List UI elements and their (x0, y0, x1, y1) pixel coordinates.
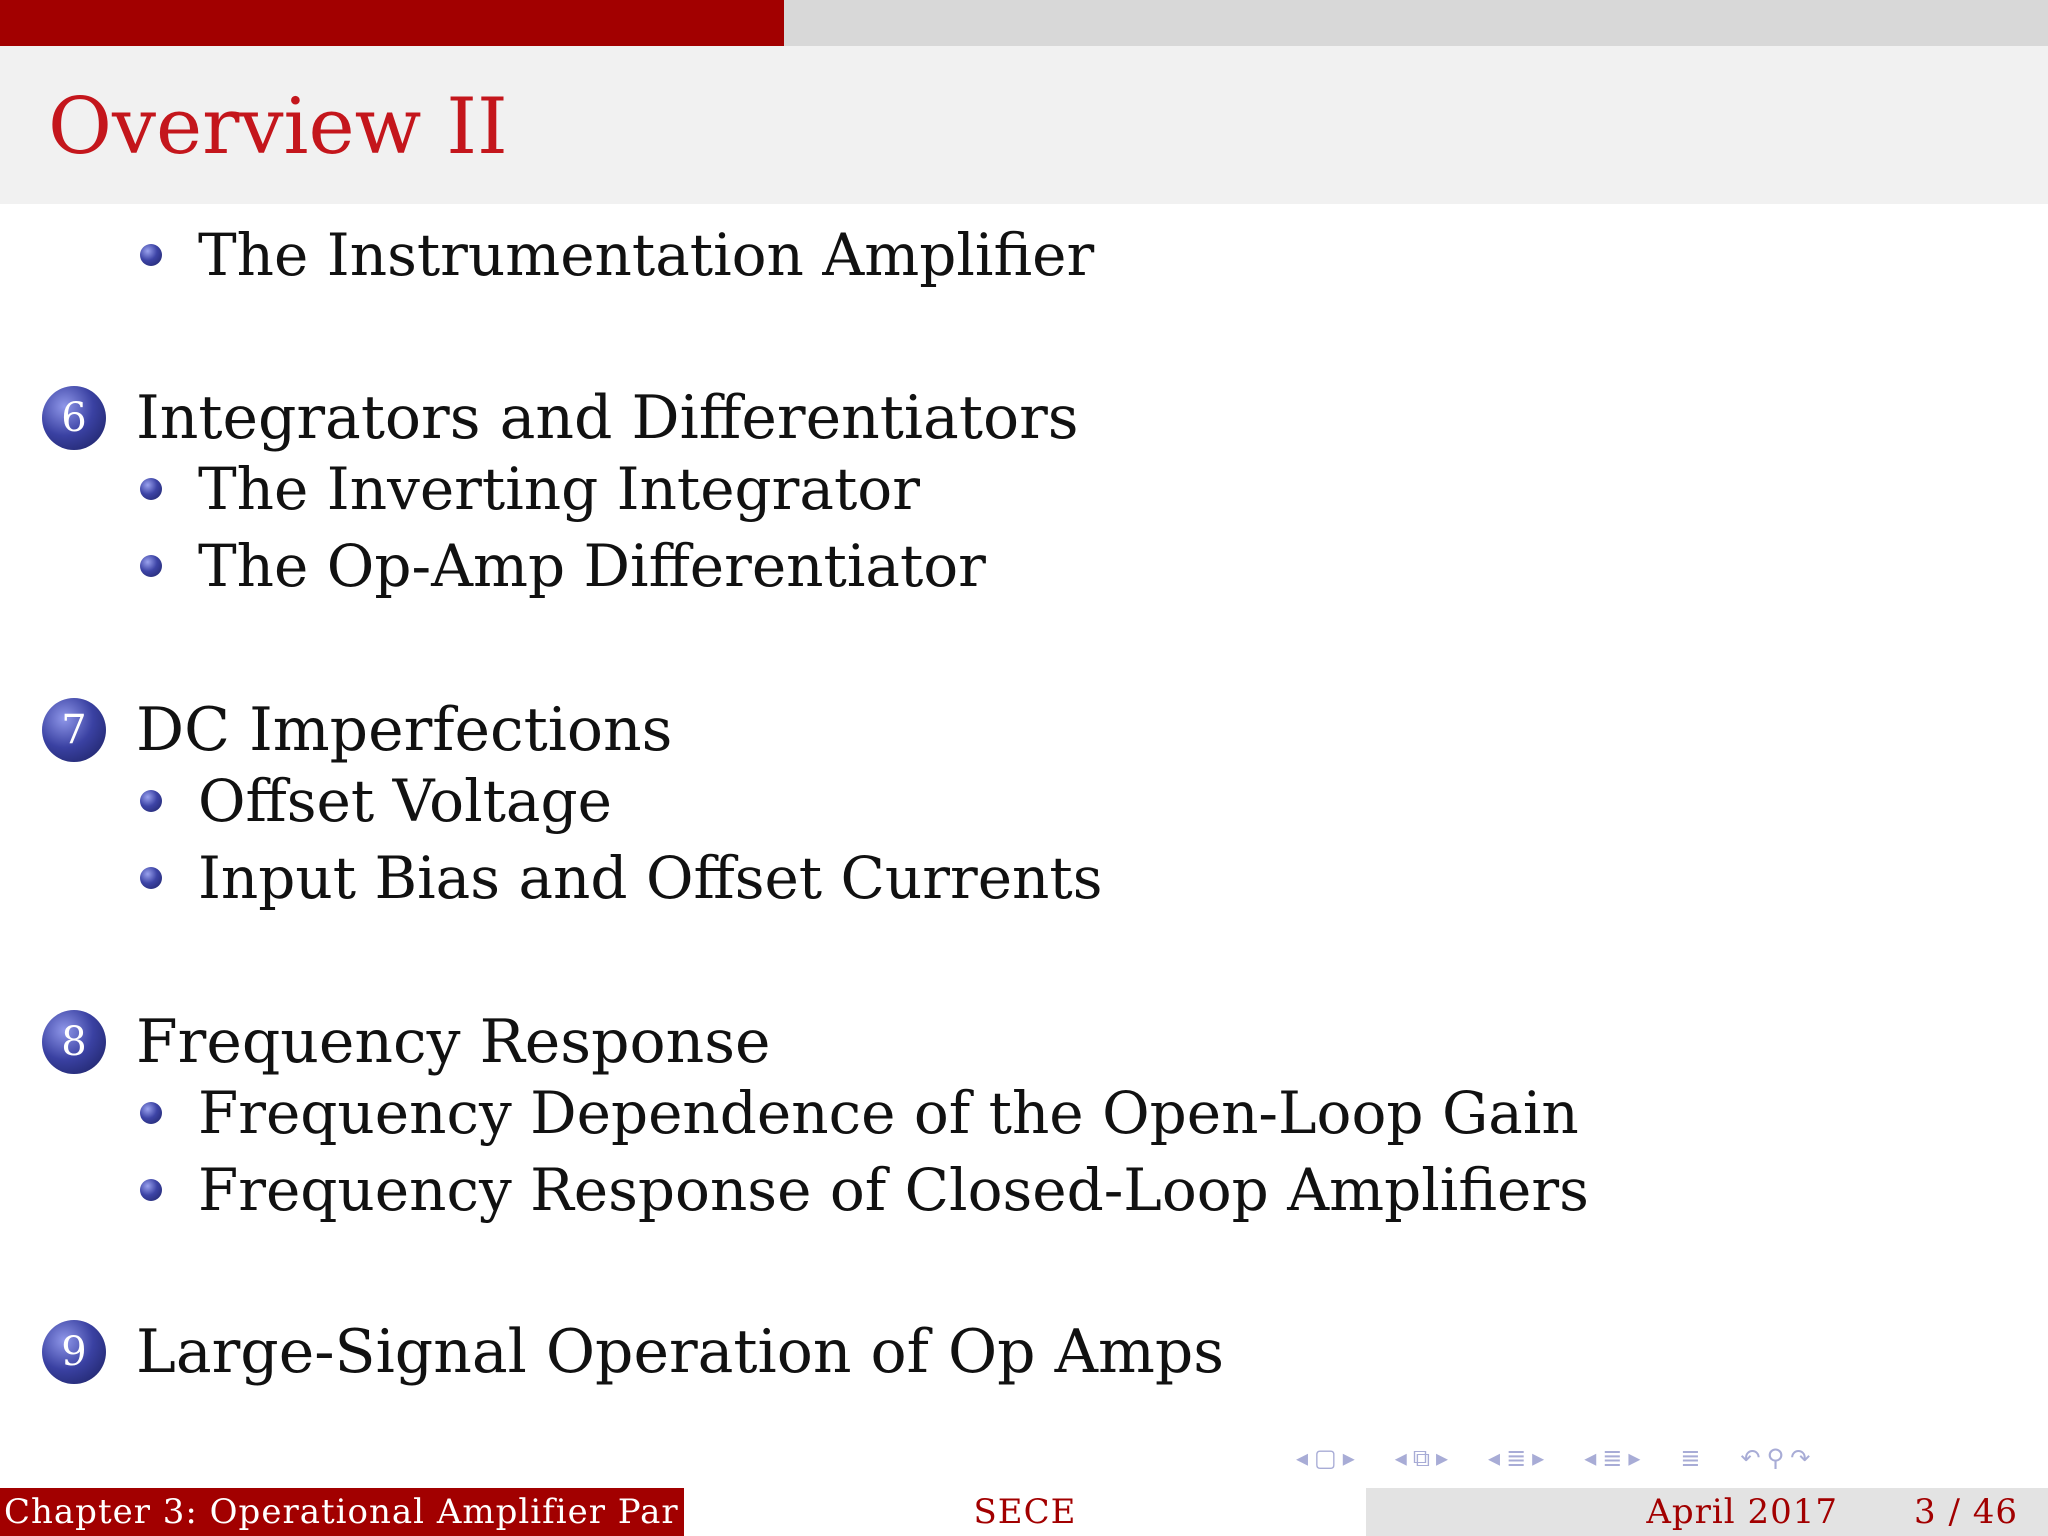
page-number: 3 / 46 (1914, 1492, 2018, 1532)
align-icon[interactable]: ≣ (1680, 1444, 1701, 1472)
section-icon[interactable]: ≣ (1602, 1444, 1623, 1472)
outline-subitem[interactable] (140, 1156, 1589, 1224)
outline-subitem[interactable] (140, 844, 1103, 912)
section-label: Frequency Response (136, 1007, 771, 1077)
section-number-badge: 8 (42, 1010, 106, 1074)
outline-subitem[interactable] (140, 1079, 1579, 1147)
section-label: Large-Signal Operation of Op Amps (136, 1317, 1225, 1387)
subitem-label: Offset Voltage (198, 767, 612, 835)
subitem-label: Input Bias and Offset Currents (198, 844, 1103, 912)
outline-subitem[interactable] (140, 455, 920, 523)
outline-section-7[interactable] (42, 695, 673, 765)
footer-institute: SECE (973, 1492, 1077, 1532)
section-number-badge: 9 (42, 1320, 106, 1384)
nav-next-icon[interactable]: ▸ (1532, 1444, 1545, 1472)
outline-subitem[interactable] (140, 532, 986, 600)
bullet-icon (140, 790, 162, 812)
subitem-label: The Instrumentation Amplifier (198, 221, 1095, 289)
nav-next-icon[interactable]: ▸ (1628, 1444, 1641, 1472)
frame-title: Overview II (48, 82, 508, 172)
footer-date: April 2017 (1646, 1492, 1838, 1532)
footer-short-title-box (0, 1488, 684, 1536)
frame-icon[interactable]: ▢ (1314, 1444, 1337, 1472)
subitem-label: The Inverting Integrator (198, 455, 920, 523)
nav-next-icon[interactable]: ▸ (1435, 1444, 1449, 1472)
subitem-label: Frequency Dependence of the Open-Loop Gain (198, 1079, 1579, 1147)
section-icon[interactable]: ≣ (1506, 1444, 1527, 1472)
bullet-icon (140, 1102, 162, 1124)
outline-subitem[interactable] (140, 221, 1095, 289)
forward-icon[interactable]: ↷ (1790, 1444, 1811, 1472)
subsection-icon[interactable]: ⧉ (1412, 1444, 1430, 1472)
progress-track (0, 0, 2048, 46)
nav-prev-icon[interactable]: ◂ (1394, 1444, 1407, 1472)
progress-fill (0, 0, 784, 46)
beamer-navigation-bar (1296, 1440, 2036, 1476)
footer-short-title: Chapter 3: Operational Amplifier Par (4, 1492, 679, 1532)
footer-info-box (1366, 1488, 2048, 1536)
bullet-icon (140, 1179, 162, 1201)
subitem-label: Frequency Response of Closed-Loop Amplifiers (198, 1156, 1589, 1224)
search-icon[interactable]: ⚲ (1766, 1444, 1785, 1472)
nav-prev-icon[interactable]: ◂ (1296, 1444, 1309, 1472)
footer (0, 1488, 2048, 1536)
section-label: Integrators and Differentiators (136, 383, 1079, 453)
subitem-label: The Op-Amp Differentiator (198, 532, 986, 600)
bullet-icon (140, 555, 162, 577)
outline-subitem[interactable] (140, 767, 612, 835)
bullet-icon (140, 867, 162, 889)
outline-section-6[interactable] (42, 383, 1079, 453)
section-number-badge: 6 (42, 386, 106, 450)
nav-prev-icon[interactable]: ◂ (1488, 1444, 1501, 1472)
outline-section-8[interactable] (42, 1007, 771, 1077)
bullet-icon (140, 478, 162, 500)
back-icon[interactable]: ↶ (1740, 1444, 1761, 1472)
section-label: DC Imperfections (136, 695, 673, 765)
bullet-icon (140, 244, 162, 266)
nav-prev-icon[interactable]: ◂ (1584, 1444, 1597, 1472)
section-number-badge: 7 (42, 698, 106, 762)
nav-next-icon[interactable]: ▸ (1342, 1444, 1355, 1472)
footer-institute-box (684, 1488, 1366, 1536)
outline-section-9[interactable] (42, 1317, 1225, 1387)
